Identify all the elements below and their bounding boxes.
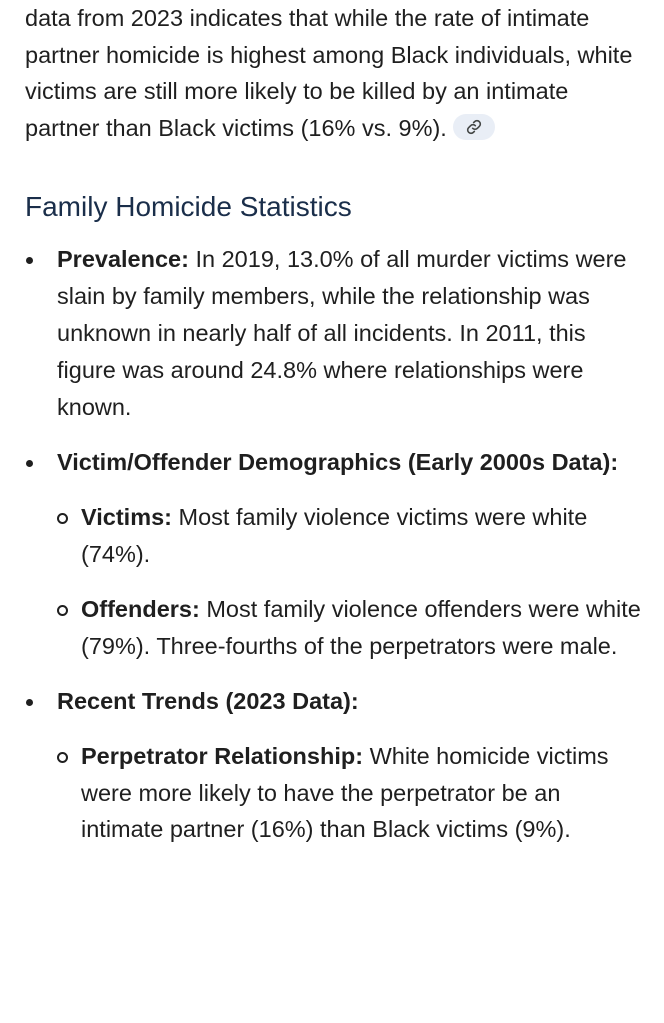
item-label: Victim/Offender Demographics (Early 2000s Data): bbox=[57, 449, 619, 475]
demographics-sublist bbox=[57, 499, 645, 664]
subitem-text: Most family violence victims were white (74%). bbox=[81, 504, 588, 567]
item-label: Recent Trends (2023 Data): bbox=[57, 688, 359, 714]
subitem-text: Most family violence offenders were white (79%). Three-fourths of the perpetrators were male. bbox=[81, 596, 641, 659]
subitem-text: White homicide victims were more likely to have the perpetrator be an intimate partner (16%) than Black victims (9%). bbox=[81, 743, 609, 842]
response-content bbox=[25, 0, 645, 867]
link-icon bbox=[466, 119, 482, 135]
item-label: Prevalence: bbox=[57, 246, 189, 272]
intro-paragraph bbox=[25, 0, 645, 146]
section-heading: Family Homicide Statistics bbox=[25, 191, 352, 222]
item-text: In 2019, 13.0% of all murder victims were slain by family members, while the relationship was unknown in nearly half of all incidents. In 2011, this figure was around 24.8% where relationships were known. bbox=[57, 246, 627, 420]
recent-trends-sublist bbox=[57, 738, 645, 848]
source-link-chip[interactable] bbox=[453, 114, 495, 140]
list-item-demographics bbox=[25, 444, 645, 664]
sublist-item-perpetrator bbox=[57, 738, 645, 848]
sublist-item-offenders bbox=[57, 591, 645, 664]
list-item-recent-trends bbox=[25, 683, 645, 848]
sublist-item-victims bbox=[57, 499, 645, 572]
subitem-label: Perpetrator Relationship: bbox=[81, 743, 364, 769]
subitem-label: Offenders: bbox=[81, 596, 200, 622]
intro-text: data from 2023 indicates that while the rate of intimate partner homicide is highest among Black individuals, white victims are still more likely to be killed by an intimate partner than Black victims (16% vs. 9%). bbox=[25, 5, 633, 141]
statistics-list bbox=[25, 241, 645, 848]
list-item-prevalence bbox=[25, 241, 645, 426]
subitem-label: Victims: bbox=[81, 504, 172, 530]
